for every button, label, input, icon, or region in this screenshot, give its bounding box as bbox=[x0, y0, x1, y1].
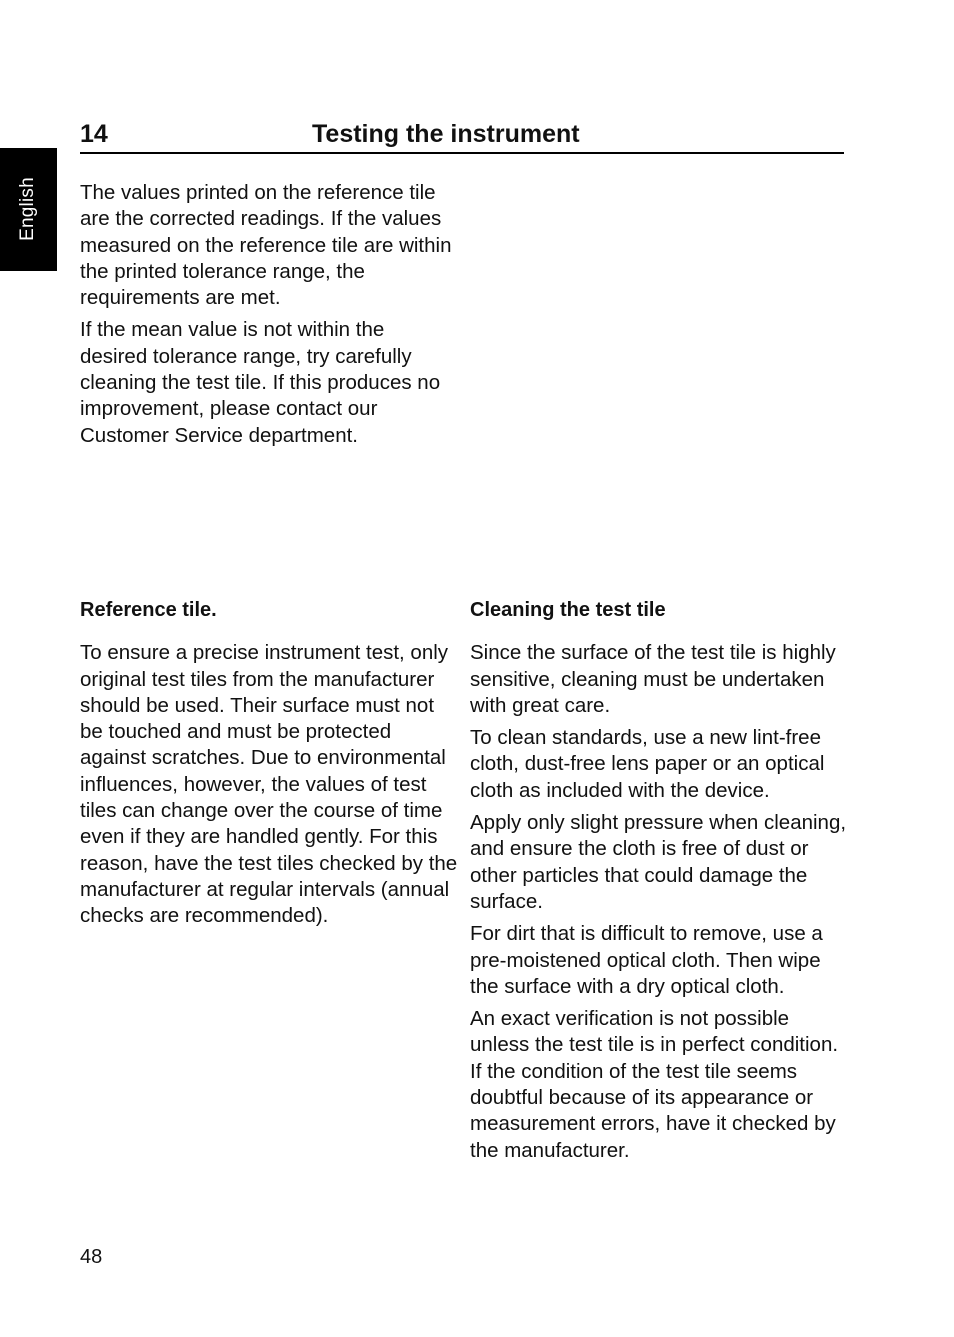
section-title: Testing the instrument bbox=[312, 120, 580, 148]
cleaning-paragraph-3: Apply only slight pressure when cleaning, and ensure the cloth is free of dust or other particles that could damage the surface. bbox=[470, 811, 847, 913]
intro-paragraph-1: The values printed on the reference tile are the corrected readings. If the values measured on the reference tile are within the printed tolerance range, the requirements are met. bbox=[80, 181, 452, 310]
section-header bbox=[80, 118, 844, 154]
cleaning-section bbox=[470, 597, 850, 1170]
cleaning-paragraph-4: For dirt that is difficult to remove, use a pre-moistened optical cloth. Then wipe the surface with a dry optical cloth. bbox=[470, 922, 823, 998]
reference-tile-heading: Reference tile. bbox=[80, 599, 217, 621]
cleaning-paragraph-1: Since the surface of the test tile is highly sensitive, cleaning must be undertaken with great care. bbox=[470, 641, 836, 717]
reference-tile-section bbox=[80, 597, 460, 936]
reference-tile-paragraph-1: To ensure a precise instrument test, only original test tiles from the manufacturer should be used. Their surface must not be touched and must be protected against scratches. Due to environmental influences, however, the values of test tiles can change over the course of time even if they are handled gently. For this reason, have the test tiles checked by the manufacturer at regular intervals (annual checks are recommended). bbox=[80, 641, 458, 928]
cleaning-paragraph-2: To clean standards, use a new lint-free cloth, dust-free lens paper or an optical cloth as included with the device. bbox=[470, 726, 825, 802]
intro-text bbox=[80, 180, 455, 455]
intro-paragraph-2: If the mean value is not within the desired tolerance range, try carefully cleaning the test tile. If this produces no improvement, please contact our Customer Service department. bbox=[80, 318, 441, 447]
language-tab-label: English bbox=[17, 177, 38, 241]
cleaning-heading: Cleaning the test tile bbox=[470, 599, 666, 621]
language-tab bbox=[0, 148, 57, 271]
section-number: 14 bbox=[80, 120, 108, 148]
page-number: 48 bbox=[80, 1246, 103, 1268]
cleaning-paragraph-5: An exact verification is not possible unless the test tile is in perfect condition. If the condition of the test tile seems doubtful because of its appearance or measurement errors, have it checked by the manufacturer. bbox=[470, 1007, 839, 1162]
